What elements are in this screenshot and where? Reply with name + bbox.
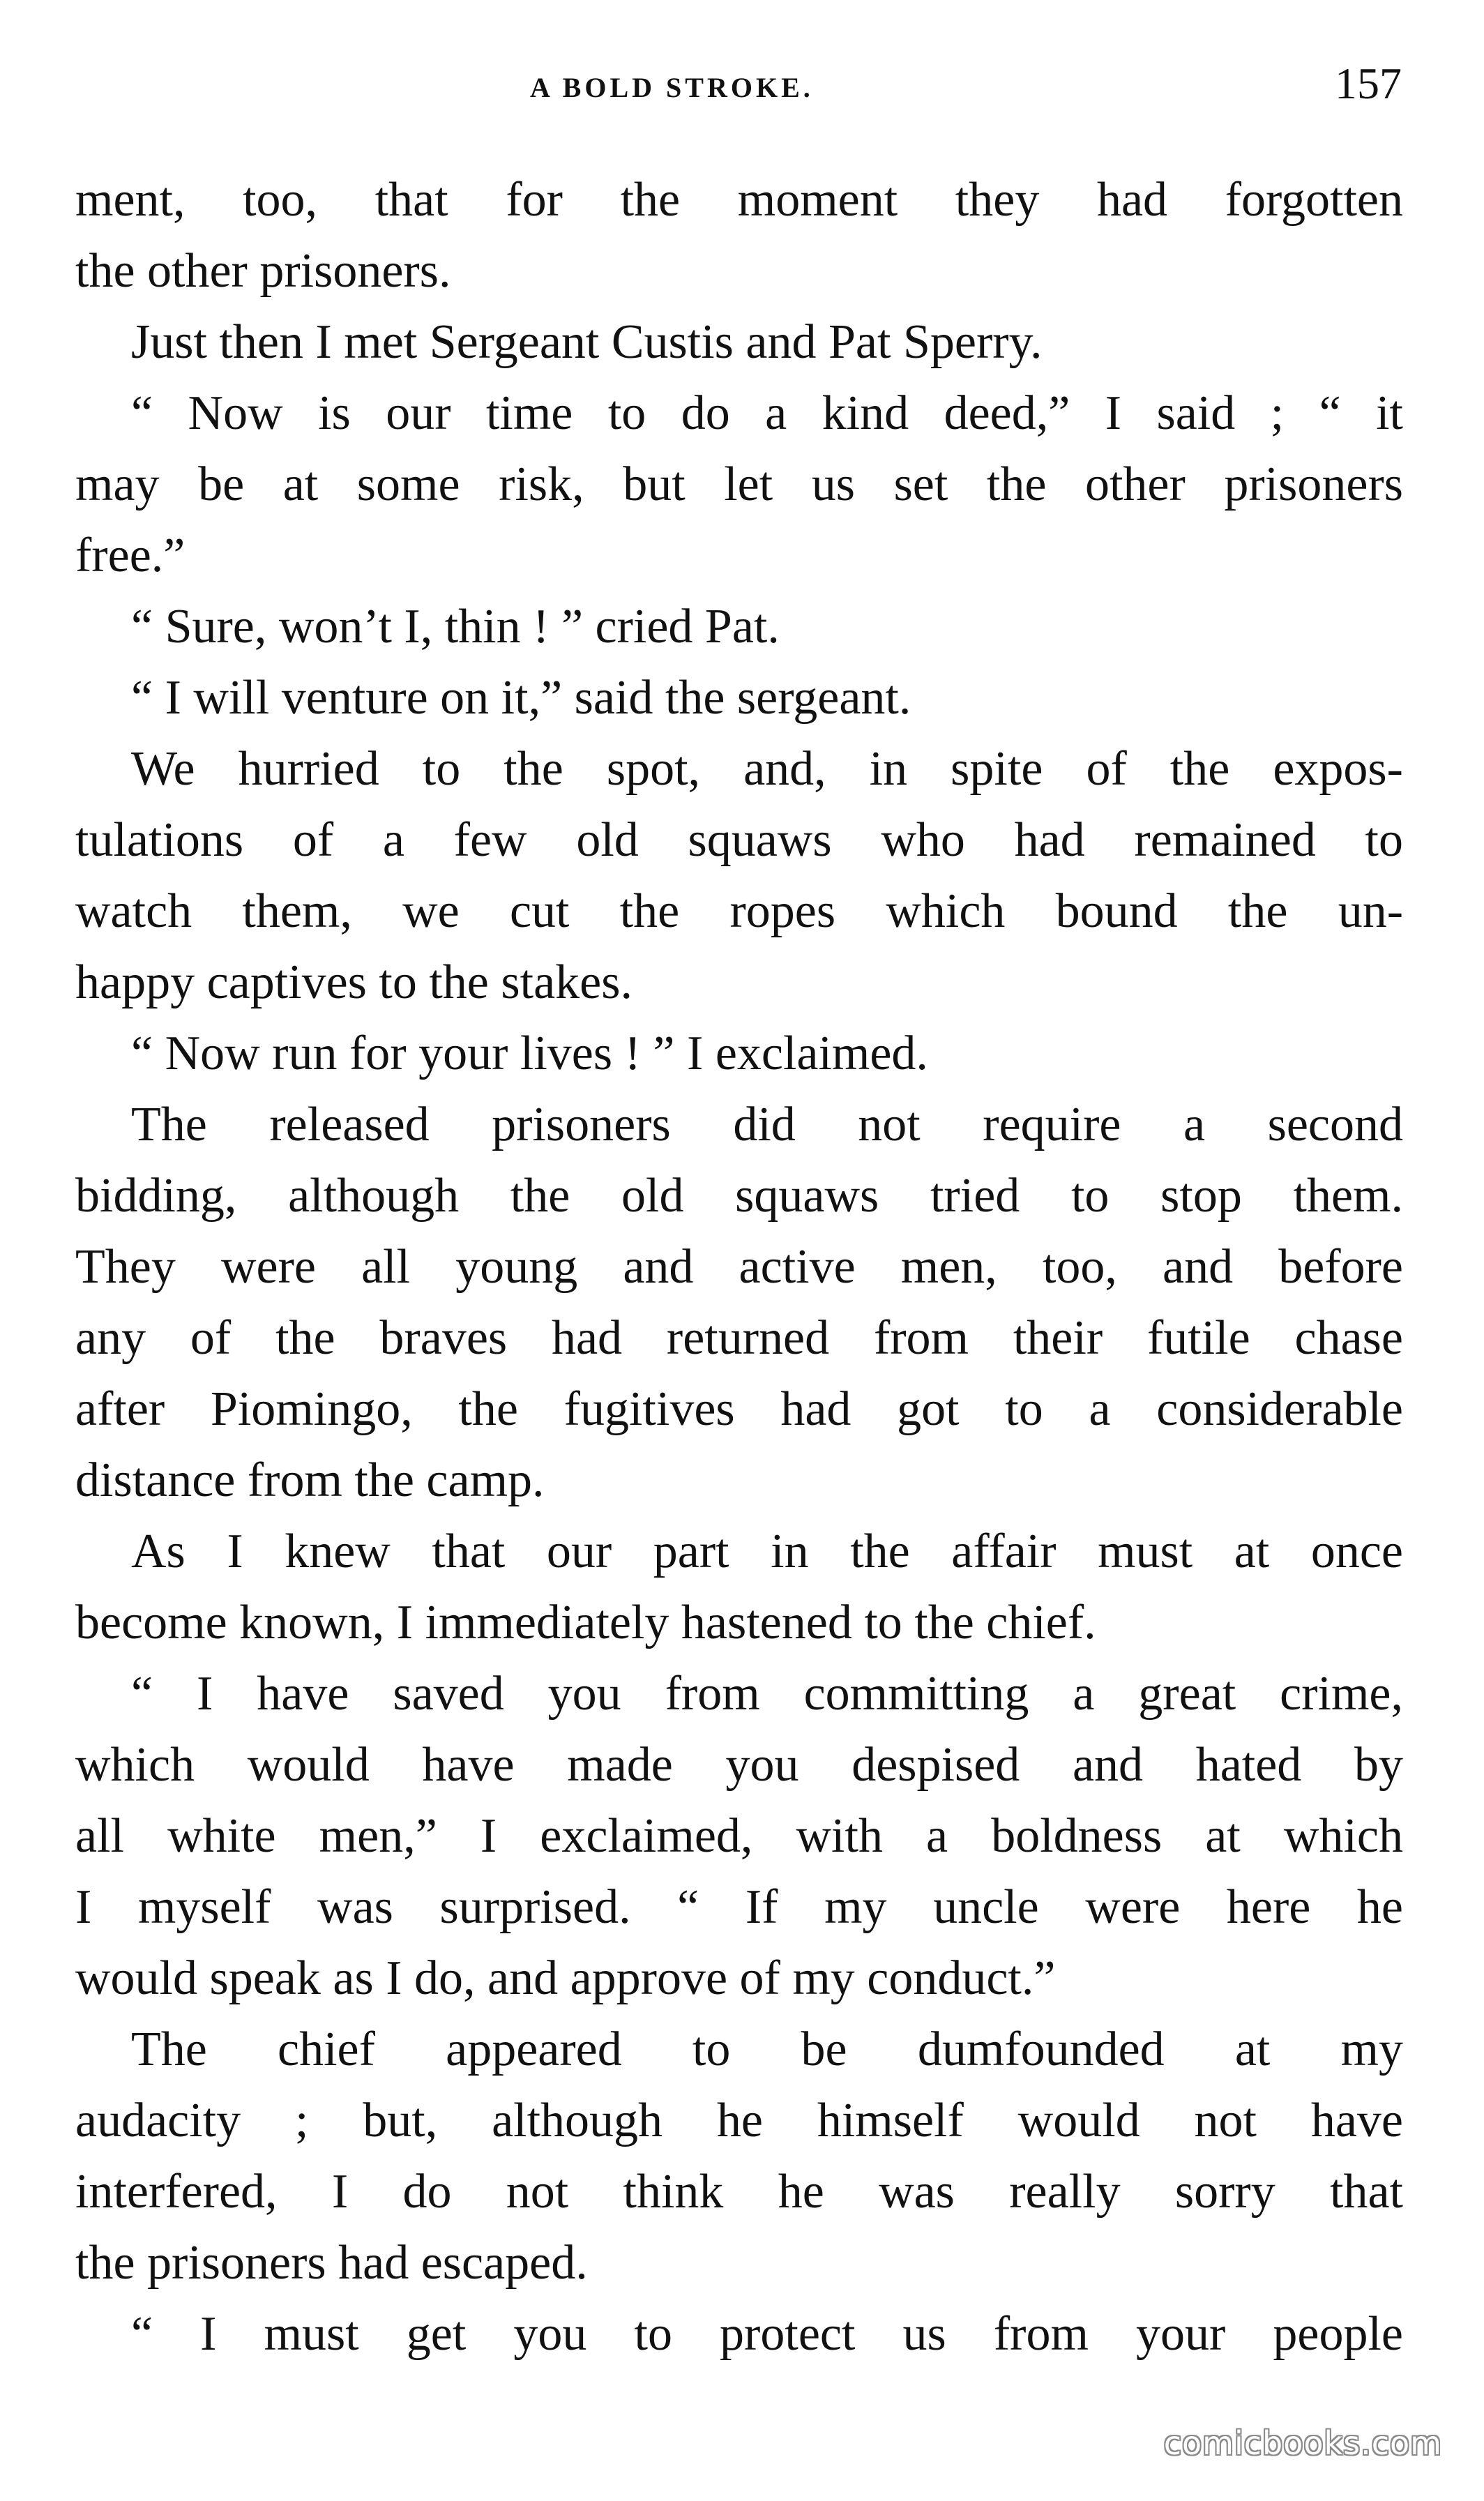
text-line: “ Now is our time to do a kind deed,” I said ; “ it [131,386,1403,440]
text-line: “ I will venture on it,” said the sergeant. [131,671,911,725]
text-line: As I knew that our part in the affair must at once [131,1525,1403,1578]
text-line: may be at some risk, but let us set the other prisoners [75,458,1403,511]
text-line: “ I must get you to protect us from your people [131,2307,1403,2361]
text-line: bidding, although the old squaws tried to stop them. [75,1169,1403,1223]
text-line: distance from the camp. [75,1453,545,1507]
text-line: watch them, we cut the ropes which bound the un- [75,884,1403,938]
text-line: Just then I met Sergeant Custis and Pat Sperry. [131,315,1043,369]
text-line: the prisoners had escaped. [75,2236,588,2290]
text-line: any of the braves had returned from their futile chase [75,1311,1403,1365]
text-line: interfered, I do not think he was really sorry that [75,2165,1403,2219]
running-header [0,61,1484,117]
text-line: happy captives to the stakes. [75,955,633,1009]
text-line: I myself was surprised. “ If my uncle were here he [75,1880,1403,1934]
text-line: free.” [75,529,186,582]
text-line: would speak as I do, and approve of my conduct.” [75,1951,1056,2005]
text-line: “ I have saved you from committing a great crime, [131,1667,1403,1721]
text-line: tulations of a few old squaws who had remained to [75,813,1403,867]
text-line: become known, I immediately hastened to the chief. [75,1596,1096,1649]
text-line: audacity ; but, although he himself would not have [75,2094,1403,2147]
text-line: the other prisoners. [75,244,451,298]
text-line: We hurried to the spot, and, in spite of the expos- [131,742,1403,796]
body-text [75,165,1403,2370]
text-line: all white men,” I exclaimed, with a boldness at which [75,1809,1403,1863]
text-line: after Piomingo, the fugitives had got to a considerable [75,1382,1403,1436]
text-line: “ Now run for your lives ! ” I exclaimed. [131,1027,928,1080]
text-line: ment, too, that for the moment they had forgotten [75,173,1403,227]
text-line: The released prisoners did not require a second [131,1098,1403,1151]
watermark: comicbooks.com [1163,2424,1442,2462]
text-line: “ Sure, won’t I, thin ! ” cried Pat. [131,600,780,653]
running-title: A BOLD STROKE. [530,72,814,103]
page-number: 157 [1335,59,1402,108]
text-line: which would have made you despised and hated by [75,1738,1403,1792]
text-line: The chief appeared to be dumfounded at my [131,2023,1403,2076]
text-line: They were all young and active men, too, and before [75,1240,1403,1294]
